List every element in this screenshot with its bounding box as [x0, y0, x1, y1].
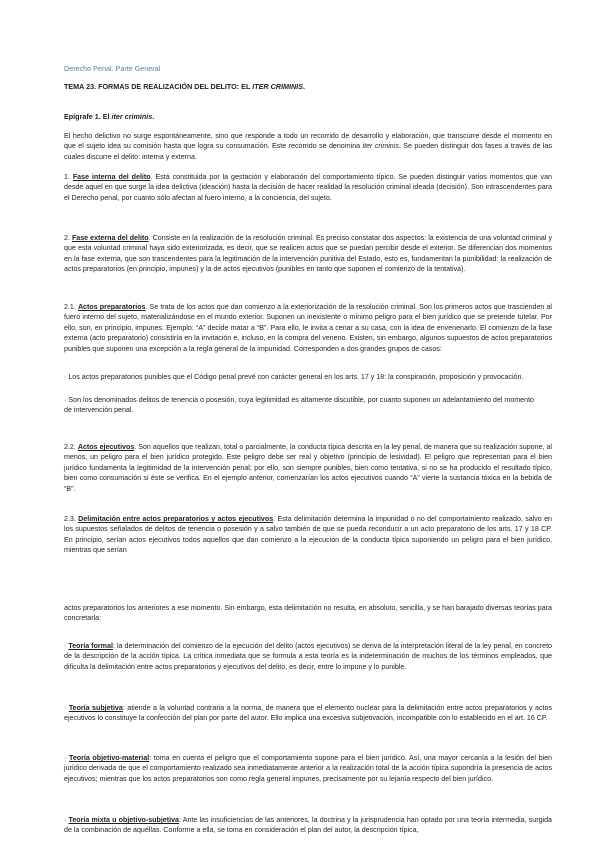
- preparatory-bullet-1: · Los actos preparatorios punibles que el Código penal prevé con carácter general en los arts. 17 y 18: la conspiración, proposición y provocación.: [64, 373, 524, 381]
- subject-header: Derecho Penal. Parte General: [64, 64, 161, 73]
- executive-acts-number: 2.2.: [64, 443, 78, 451]
- intro-paragraph: [64, 131, 552, 162]
- delimitation-number: 2.3.: [64, 515, 79, 523]
- subjective-theory-paragraph: · Teoría subjetiva: atiende a la voluntad contraria a la norma, de manera que el elemento nuclear para la delimitación entre actos preparatorios y actos ejecutivos lo constituye la confección del plan por parte del autor. Ello implica una excesiva subjetivación, incompatible con lo establecido en el art. 16 CP.: [64, 704, 552, 723]
- delimitation-text: . Esta delimitación determina la impunidad o no del comportamiento realizado, salvo en los supuestos señalados de delitos de tenencia o posesión y a salvo también de que se pueda reconducir a un acto preparatorio de los arts. 17 y 18 CP. En principio, serían actos ejecutivos todos aquellos que dan comienzo a la ejecución de la conducta típica suponiendo un peligro para el bien jurídico, mientras que serían: [64, 515, 552, 555]
- internal-phase-text: . Está constituida por la gestación y elaboración del comportamiento típico. Se pueden distinguir varios momentos que van desde aquel en que surge la idea delictiva (ideación) hasta la decisión de hacer realidad la resolución criminal ideada (decisión). Son intrascendentes para el Derecho penal, por cuanto sólo afectan al fuero interno, a la conciencia, del sujeto.: [64, 173, 552, 202]
- external-phase-heading: Fase externa del delito: [71, 234, 149, 242]
- delimitation-paragraph: [64, 514, 552, 556]
- title-italic: ITER CRIMINIS: [252, 82, 303, 91]
- intro-text-a: El hecho delictivo no surge espontáneamente, sino que responde a todo un recorrido de desarrollo y elaboración, que transcurre desde el momento en que el sujeto idea su comisión hasta que logra su consumación. Este recorrido se denomina: [64, 132, 552, 151]
- internal-phase-paragraph: [64, 172, 552, 203]
- epigraph-label: Epígrafe 1. El: [64, 112, 112, 121]
- internal-phase-number: 1.: [64, 173, 73, 181]
- objective-theory-heading: Teoría objetivo-material: [69, 754, 150, 762]
- epigraph-label-suffix: .: [152, 112, 155, 121]
- external-phase-paragraph: [64, 233, 552, 275]
- objective-theory-paragraph: · Teoría objetivo-material: toma en cuenta el peligro que el comportamiento supone para el bien jurídico. Así, una mayor cercanía a la lesión del bien jurídico derivada de que el comportamiento realizado sea inmediatamente anterior a la realización total de la acción típica supondría la presencia de actos ejecutivos; mientras que los actos preparatorios son como regla general impunes, precisamente por su lejanía respecto del bien jurídico.: [64, 754, 552, 783]
- formal-theory-text: : la determinación del comienzo de la ejecución del delito (actos ejecutivos) se deriva de la interpretación literal de la ley penal, en concreto de la descripción de la acción típica. La crítica inmediata que se formula a esta teoría es la indeterminación de muchos de los términos empleados, que dificulta la delimitación entre actos preparatorios y ejecutivos del delito, es decir, entre lo impune y lo punible.: [64, 642, 552, 671]
- epigraph-label-italic: iter criminis: [111, 112, 153, 121]
- title-suffix: .: [302, 82, 305, 91]
- subjective-theory-text: : atiende a la voluntad contraria a la norma, de manera que el elemento nuclear para la delimitación entre actos preparatorios y actos ejecutivos lo constituye la confección del plan por parte del autor. Ello implica una excesiva subjetivación, incompatible con lo establecido en el art. 16 CP.: [64, 704, 552, 723]
- page-title: [64, 82, 534, 92]
- epigraph-heading: [64, 112, 534, 122]
- formal-theory-paragraph: · Teoría formal: la determinación del comienzo de la ejecución del delito (actos ejecutivos) se deriva de la interpretación literal de la ley penal, en concreto de la descripción de la acción típica. La crítica inmediata que se formula a esta teoría es la indeterminación de muchos de los términos empleados, que dificulta la delimitación entre actos preparatorios y ejecutivos del delito, es decir, entre lo impune y lo punible.: [64, 642, 552, 671]
- executive-acts-heading: Actos ejecutivos: [77, 443, 135, 451]
- delimitation-continuation: actos preparatorios los anteriores a ese momento. Sin embargo, esta delimitación no resulta, en absoluto, sencilla, y se han barajado diversas teorías para concretarla:: [64, 604, 552, 623]
- subjective-theory-heading: Teoría subjetiva: [68, 704, 123, 712]
- objective-theory-text: : toma en cuenta el peligro que el comportamiento supone para el bien jurídico. Así, una mayor cercanía a la lesión del bien jurídico derivada de que el comportamiento realizado sea inmediatamente anterior a la realización total de la acción típica supondría la presencia de actos ejecutivos; mientras que los actos preparatorios son como regla general impunes, precisamente por su lejanía respecto del bien jurídico.: [64, 754, 552, 783]
- mixed-theory-paragraph: · Teoría mixta u objetivo-subjetiva: Ante las insuficiencias de las anteriores, la doctrina y la jurisprudencia han optado por una teoría intermedia, surgida de la combinación de aquéllas. Conforme a ella, se toma en consideración el plan del autor, la descripción típica,: [64, 816, 552, 835]
- executive-acts-text: . Son aquellos que realizan, total o parcialmente, la conducta típica descrita en la ley penal, de manera que su realización supone, al menos, un peligro para el bien jurídico protegido. Este peligro debe ser real y objetivo (principio de lesividad). El peligro que representan para el bien jurídico fundamenta la legitimidad de la intervención penal; por ello, son siempre punibles, bien como tentativa, si no se ha producido el resultado típico, bien como consumación si éste se verifica. En el ejemplo anterior, comenzarían los actos ejecutivos cuando “A” vierte la sustancia tóxica en la bebida de “B”.: [64, 443, 552, 493]
- executive-acts-paragraph: [64, 442, 552, 494]
- preparatory-acts-text: . Se trata de los actos que dan comienzo a la exteriorización de la resolución criminal. Son los primeros actos que trascienden al fuero interno del sujeto, materializándose en el mundo exterior. Suponen un inexistente o mínimo peligro para el bien jurídico que se pretende tutelar. Por ello, son, en principio, impunes. Ejemplo: “A” decide matar a “B”. Para ello, le invita a cenar a su casa, con la idea de envenenarlo. El comienzo de la fase externa (acto preparatorio) consistiría en la invitación e, incluso, en la compra del veneno. Existen, sin embargo, algunos supuestos de actos preparatorios punibles que suponen una excepción a la regla general de la impunidad. Corresponden a dos grandes grupos de casos:: [64, 303, 552, 353]
- mixed-theory-text: : Ante las insuficiencias de las anteriores, la doctrina y la jurisprudencia han optado por una teoría intermedia, surgida de la combinación de aquéllas. Conforme a ella, se toma en consideración el plan del autor, la descripción típica,: [64, 816, 552, 835]
- title-prefix: TEMA 23. FORMAS DE REALIZACIÓN DEL DELITO: EL: [64, 82, 253, 91]
- preparatory-bullet-2: · Son los denominados delitos de tenencia o posesión, cuya legitimidad es altamente discutible, por cuanto suponen un adelantamiento del momento de intervención penal.: [64, 396, 534, 415]
- external-phase-text: . Consiste en la realización de la resolución criminal. Es preciso constatar dos aspectos: la existencia de una voluntad criminal y que esta voluntad criminal haya sido exteriorizada, es decir, que se realicen actos que se puedan percibir desde el exterior. Se diferencian dos momentos en la fase externa, que son trascendentes para la legitimación de la intervención punitiva del Estado, esto es, fundamentan la punibilidad: la realización de actos preparatorios (en principio, impunes) y la de actos ejecutivos (punibles en tanto que suponen el comienzo de la tentativa).: [64, 234, 553, 274]
- formal-theory-heading: Teoría formal: [68, 642, 113, 650]
- preparatory-acts-paragraph: [64, 302, 552, 354]
- intro-italic: iter criminis: [362, 142, 399, 151]
- external-phase-number: 2.: [64, 234, 72, 242]
- internal-phase-heading: Fase interna del delito: [72, 173, 151, 181]
- delimitation-heading: Delimitación entre actos preparatorios y actos ejecutivos: [78, 515, 274, 523]
- preparatory-acts-heading: Actos preparatorios: [77, 303, 146, 311]
- intro-text-b: . Se pueden distinguir dos fases a través de las cuales discurre el delito: interna y externa.: [64, 142, 552, 161]
- mixed-theory-heading: Teoría mixta u objetivo-subjetiva: [68, 816, 179, 824]
- preparatory-acts-number: 2.1.: [64, 303, 78, 311]
